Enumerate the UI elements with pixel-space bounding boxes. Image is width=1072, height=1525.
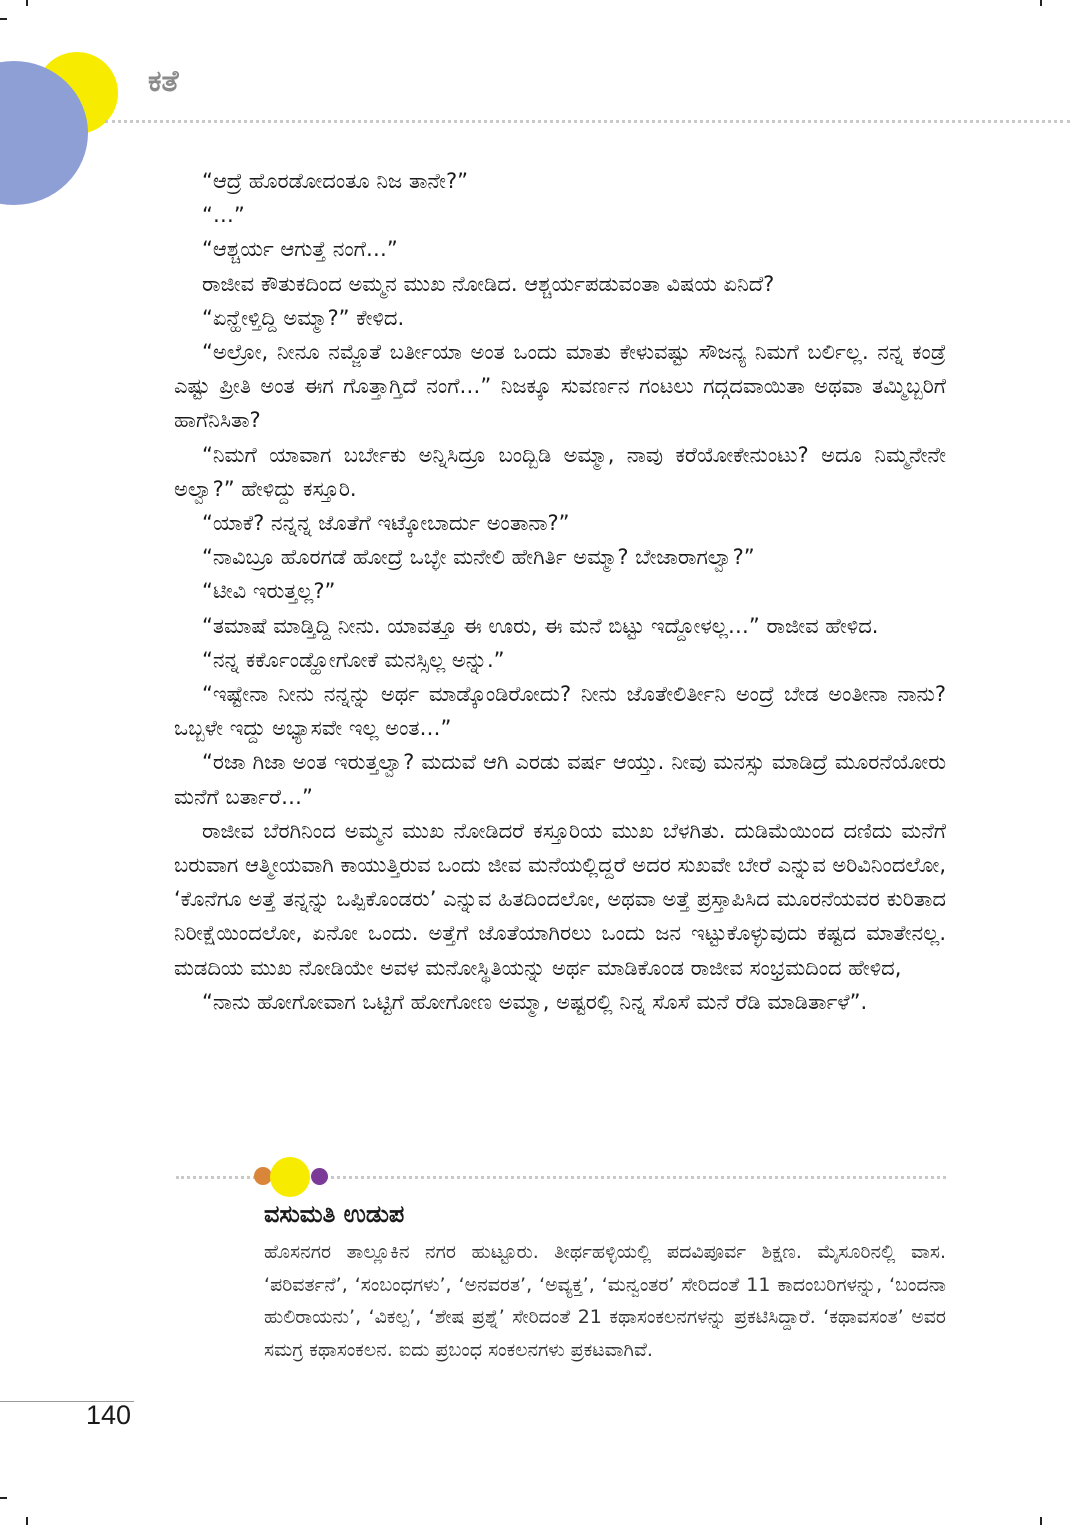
story-paragraph: “ಯಾಕೆ? ನನ್ನನ್ನ ಜೊತೆಗೆ ಇಟ್ಕೋಬಾರ್ದು ಅಂತಾನಾ?”: [202, 511, 570, 536]
header-dotted-rule: [105, 120, 1070, 123]
story-paragraph: “ತಮಾಷೆ ಮಾಡ್ತಿದ್ದಿ ನೀನು. ಯಾವತ್ತೂ ಈ ಊರು, ಈ ಮನೆ ಬಿಟ್ಟು ಇದ್ದೋಳಲ್ಲ…” ರಾಜೀವ ಹೇಳಿದ.: [202, 613, 879, 638]
crop-mark-top-tick-left: [26, 0, 28, 6]
decorative-purple-dot: [311, 1168, 328, 1185]
author-name: ವಸುಮತಿ ಉಡುಪ: [264, 1200, 405, 1228]
section-title: ಕತೆ: [148, 64, 179, 99]
crop-mark-bottom-left: [0, 1497, 7, 1499]
story-paragraph: “ಏನ್ಹೇಳ್ತಿದ್ದಿ ಅಮ್ಮಾ?” ಕೇಳಿದ.: [202, 305, 405, 330]
story-paragraph: “…”: [202, 203, 245, 228]
story-paragraph: ರಾಜೀವ ಬೆರಗಿನಿಂದ ಅಮ್ಮನ ಮುಖ ನೋಡಿದರೆ ಕಸ್ತೂರಿಯ ಮುಖ ಬೆಳಗಿತು. ದುಡಿಮೆಯಿಂದ ದಣಿದು ಮನೆಗೆ ಬರುವಾಗ ಆತ್ಮೀಯವಾಗಿ ಕಾಯುತ್ತಿರುವ ಒಂದು ಜೀವ ಮನೆಯಲ್ಲಿದ್ದರೆ ಅದರ ಸುಖವೇ ಬೇರೆ ಎನ್ನುವ ಅರಿವಿನಿಂದಲೋ, ‘ಕೊನೆಗೂ ಅತ್ತೆ ತನ್ನನ್ನು ಒಪ್ಪಿಕೊಂಡರು’ ಎನ್ನುವ ಹಿತದಿಂದಲೋ, ಅಥವಾ ಅತ್ತೆ ಪ್ರಸ್ತಾಪಿಸಿದ ಮೂರನೆಯವರ ಕುರಿತಾದ ನಿರೀಕ್ಷೆಯಿಂದಲೋ, ಏನೋ ಒಂದು. ಅತ್ತೆಗೆ ಜೊತೆಯಾಗಿರಲು ಒಂದು ಜನ ಇಟ್ಟುಕೊಳ್ಳುವುದು ಕಷ್ಟದ ಮಾತೇನಲ್ಲ. ಮಡದಿಯ ಮುಖ ನೋಡಿಯೇ ಅವಳ ಮನೋಸ್ಥಿತಿಯನ್ನು ಅರ್ಥ ಮಾಡಿಕೊಂಡ ರಾಜೀವ ಸಂಭ್ರಮದಿಂದ ಹೇಳಿದ,: [174, 818, 946, 980]
crop-mark-bottom-tick-right: [1040, 1517, 1042, 1525]
story-body: [174, 164, 946, 1019]
story-paragraph: “ಟೀವಿ ಇರುತ್ತಲ್ಲ?”: [202, 579, 336, 604]
story-paragraph: “ಇಷ್ಟೇನಾ ನೀನು ನನ್ನನ್ನು ಅರ್ಥ ಮಾಡ್ಕೊಂಡಿರೋದು? ನೀನು ಜೊತೇಲಿರ್ತೀನಿ ಅಂದ್ರೆ ಬೇಡ ಅಂತೀನಾ ನಾನು? ಒಬ್ಬಳೇ ಇದ್ದು ಅಭ್ಯಾಸವೇ ಇಲ್ಲ ಅಂತ…”: [174, 682, 946, 741]
story-paragraph: “ನಿಮಗೆ ಯಾವಾಗ ಬರ್ಬೇಕು ಅನ್ನಿಸಿದ್ರೂ ಬಂದ್ಬಿಡಿ ಅಮ್ಮಾ, ನಾವು ಕರೆಯೋಕೇನುಂಟು? ಅದೂ ನಿಮ್ಮನೇನೇ ಅಲ್ವಾ?” ಹೇಳಿದ್ದು ಕಸ್ತೂರಿ.: [174, 442, 946, 501]
story-paragraph: “ನಾನು ಹೋಗೋವಾಗ ಒಟ್ಟಿಗೆ ಹೋಗೋಣ ಅಮ್ಮಾ, ಅಷ್ಟರಲ್ಲಿ ನಿನ್ನ ಸೊಸೆ ಮನೆ ರೆಡಿ ಮಾಡಿರ್ತಾಳೆ”.: [202, 989, 868, 1014]
crop-mark-top-left: [0, 18, 7, 20]
page-number: 140: [86, 1400, 132, 1430]
crop-mark-bottom-tick-left: [26, 1517, 28, 1525]
story-paragraph: “ಆಶ್ಚರ್ಯ ಆಗುತ್ತೆ ನಂಗೆ…”: [202, 237, 398, 262]
decorative-yellow-dot: [270, 1157, 310, 1197]
story-paragraph: “ರಜಾ ಗಿಜಾ ಅಂತ ಇರುತ್ತಲ್ವಾ? ಮದುವೆ ಆಗಿ ಎರಡು ವರ್ಷ ಆಯ್ತು. ನೀವು ಮನಸ್ಸು ಮಾಡಿದ್ರೆ ಮೂರನೆಯೋರು ಮನೆಗೆ ಬರ್ತಾರೆ…”: [174, 750, 946, 809]
story-paragraph: “ನಾವಿಬ್ರೂ ಹೊರಗಡೆ ಹೋದ್ರೆ ಒಬ್ಳೇ ಮನೇಲಿ ಹೇಗಿರ್ತಿ ಅಮ್ಮಾ? ಬೇಜಾರಾಗಲ್ವಾ?”: [202, 545, 755, 570]
story-paragraph: ರಾಜೀವ ಕೌತುಕದಿಂದ ಅಮ್ಮನ ಮುಖ ನೋಡಿದ. ಆಶ್ಚರ್ಯಪಡುವಂತಾ ವಿಷಯ ಏನಿದೆ?: [202, 271, 775, 296]
author-bio: ಹೊಸನಗರ ತಾಲ್ಲೂಕಿನ ನಗರ ಹುಟ್ಟೂರು. ತೀರ್ಥಹಳ್ಳಿಯಲ್ಲಿ ಪದವಿಪೂರ್ವ ಶಿಕ್ಷಣ. ಮೈಸೂರಿನಲ್ಲಿ ವಾಸ. ‘ಪರಿವರ್ತನೆ’, ‘ಸಂಬಂಧಗಳು’, ‘ಅನವರತ’, ‘ಅವ್ಯಕ್ತ’, ‘ಮನ್ವಂತರ’ ಸೇರಿದಂತೆ 11 ಕಾದಂಬರಿಗಳನ್ನು, ‘ಬಂದನಾ ಹುಲಿರಾಯನು’, ‘ವಿಕಲ್ಪ’, ‘ಶೇಷ ಪ್ರಶ್ನೆ’ ಸೇರಿದಂತೆ 21 ಕಥಾಸಂಕಲನಗಳನ್ನು ಪ್ರಕಟಿಸಿದ್ದಾರೆ. ‘ಕಥಾವಸಂತ’ ಅವರ ಸಮಗ್ರ ಕಥಾಸಂಕಲನ. ಐದು ಪ್ರಬಂಧ ಸಂಕಲನಗಳು ಪ್ರಕಟವಾಗಿವೆ.: [264, 1241, 946, 1361]
crop-mark-top-tick-right: [1040, 0, 1042, 6]
story-paragraph: “ಆದ್ರೆ ಹೊರಡೋದಂತೂ ನಿಜ ತಾನೇ?”: [202, 169, 468, 193]
story-paragraph: “ಅಲ್ರೋ, ನೀನೂ ನಮ್ಜೊತೆ ಬರ್ತೀಯಾ ಅಂತ ಒಂದು ಮಾತು ಕೇಳುವಷ್ಟು ಸೌಜನ್ಯ ನಿಮಗೆ ಬರ್ಲಿಲ್ಲ. ನನ್ನ ಕಂಡ್ರೆ ಎಷ್ಟು ಪ್ರೀತಿ ಅಂತ ಈಗ ಗೊತ್ತಾಗ್ತಿದೆ ನಂಗೆ…” ನಿಜಕ್ಕೂ ಸುವರ್ಣನ ಗಂಟಲು ಗದ್ಗದವಾಯಿತಾ ಅಥವಾ ತಮ್ಮಿಬ್ಬರಿಗೆ ಹಾಗೆನಿಸಿತಾ?: [174, 340, 946, 433]
story-paragraph: “ನನ್ನ ಕರ್ಕೊಂಡ್ಹೋಗೋಕೆ ಮನಸ್ಸಿಲ್ಲ ಅನ್ನು.”: [202, 647, 505, 672]
